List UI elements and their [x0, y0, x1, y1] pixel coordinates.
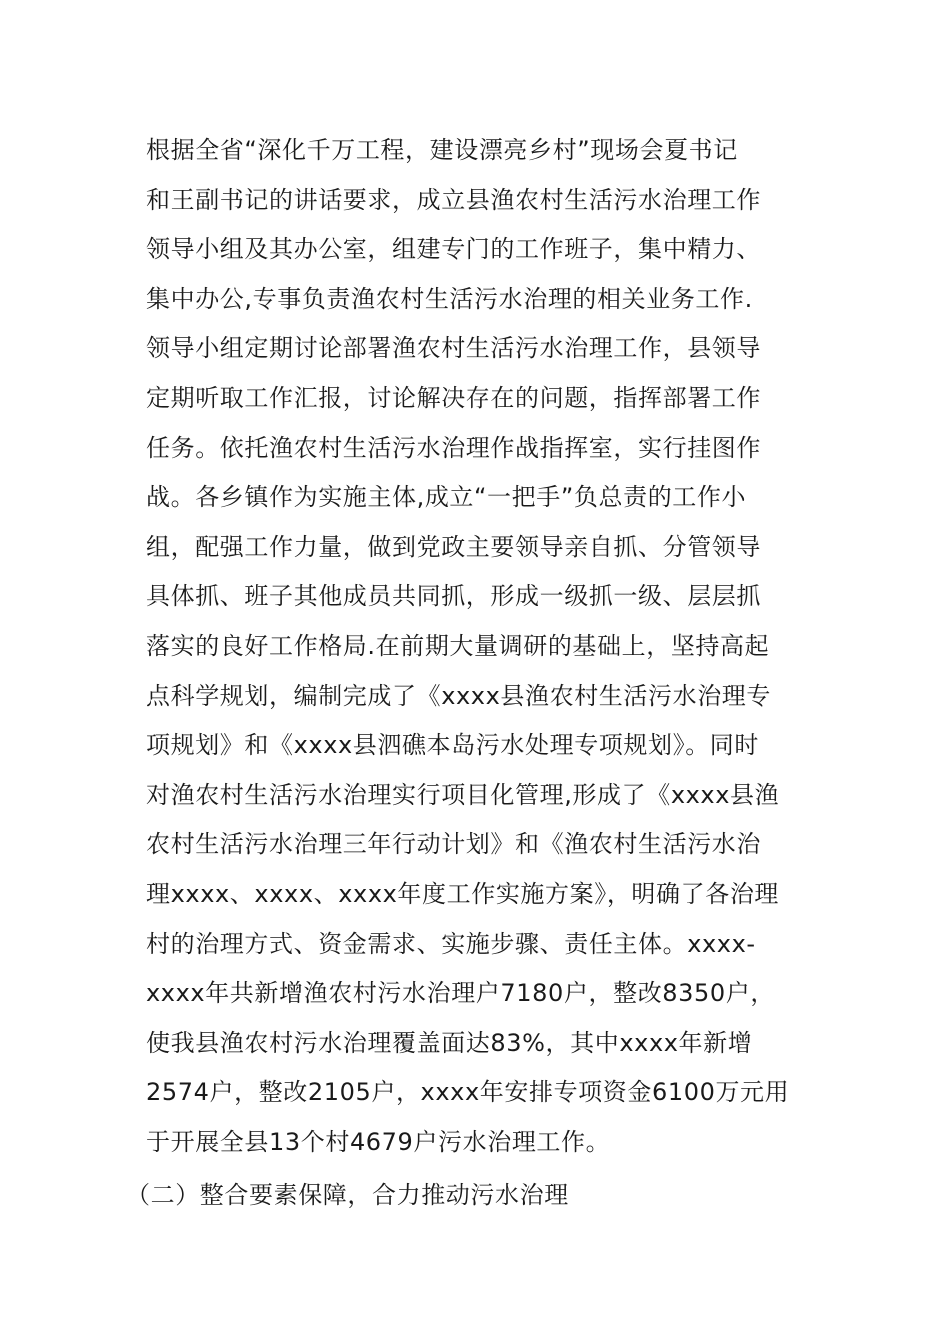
text-line: 农村生活污水治理三年行动计划》和《渔农村生活污水治: [146, 830, 761, 859]
section-heading: （二）整合要素保障，合力推动污水治理: [126, 1181, 569, 1209]
text-line: 落实的良好工作格局.在前期大量调研的基础上，坚持高起: [146, 631, 770, 660]
text-line: 2574户，整改2105户，xxxx年安排专项资金6100万元用: [146, 1078, 790, 1107]
text-line: 领导小组定期讨论部署渔农村生活污水治理工作，县领导: [146, 334, 761, 363]
text-line: 战。各乡镇作为实施主体,成立“一把手”负总责的工作小: [146, 483, 747, 512]
text-line: 定期听取工作汇报，讨论解决存在的问题，指挥部署工作: [146, 383, 761, 412]
text-line: 具体抓、班子其他成员共同抓，形成一级抓一级、层层抓: [146, 582, 761, 611]
text-line: 点科学规划，编制完成了《xxxx县渔农村生活污水治理专: [146, 681, 772, 710]
text-line: 集中办公,专事负责渔农村生活污水治理的相关业务工作.: [146, 284, 753, 313]
text-line: 项规划》和《xxxx县泗礁本岛污水处理专项规划》。同时: [146, 731, 760, 760]
text-line: 根据全省“深化千万工程，建设漂亮乡村”现场会夏书记: [146, 136, 738, 164]
text-line: 任务。依托渔农村生活污水治理作战指挥室，实行挂图作: [146, 433, 761, 462]
text-line: 于开展全县13个村4679户污水治理工作。: [146, 1127, 611, 1156]
text-line: 领导小组及其办公室，组建专门的工作班子，集中精力、: [146, 235, 761, 264]
text-line: 和王副书记的讲话要求，成立县渔农村生活污水治理工作: [146, 185, 761, 214]
body-paragraph: [146, 126, 816, 1167]
text-line: 组，配强工作力量，做到党政主要领导亲自抓、分管领导: [146, 532, 761, 561]
text-line: 使我县渔农村污水治理覆盖面达83%，其中xxxx年新增: [146, 1028, 753, 1057]
text-line: xxxx年共新增渔农村污水治理户7180户，整改8350户，: [146, 979, 775, 1008]
text-line: 理xxxx、xxxx、xxxx年度工作实施方案》，明确了各治理: [146, 879, 780, 908]
text-line: 对渔农村生活污水治理实行项目化管理,形成了《xxxx县渔: [146, 780, 780, 809]
text-line: 村的治理方式、资金需求、实施步骤、责任主体。xxxx-: [146, 929, 756, 958]
